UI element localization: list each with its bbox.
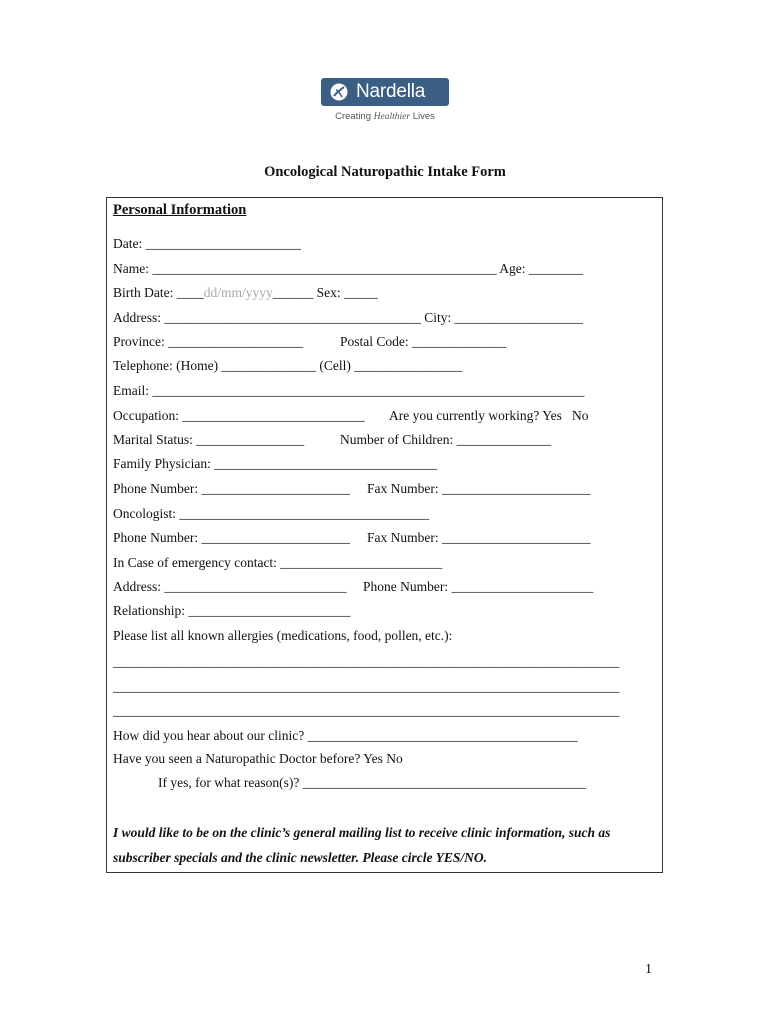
- oncologist-phone-field[interactable]: Phone Number: ______________________: [113, 530, 350, 545]
- province-field[interactable]: Province: ____________________: [113, 334, 304, 349]
- birth-date-placeholder[interactable]: dd/mm/yyyy: [203, 285, 273, 300]
- telephone-field[interactable]: Telephone: (Home) ______________ (Cell) ________________: [113, 358, 463, 373]
- address-city-field[interactable]: Address: ______________________________________ City: ___________________: [113, 310, 583, 325]
- birth-sex-field[interactable]: Birth Date: ____dd/mm/yyyy______ Sex: _____: [113, 285, 378, 300]
- form-title: Oncological Naturopathic Intake Form: [264, 164, 506, 180]
- emergency-phone-field[interactable]: Phone Number: _____________________: [363, 579, 594, 594]
- relationship-field[interactable]: Relationship: ________________________: [113, 603, 351, 618]
- logo-tagline: Creating Healthier Lives: [335, 111, 435, 122]
- reason-field[interactable]: If yes, for what reason(s)? __________________________________________: [158, 775, 587, 790]
- occupation-field[interactable]: Occupation: ___________________________: [113, 408, 365, 423]
- mailing-list-line-1: I would like to be on the clinic’s general mailing list to receive clinic information, such as: [113, 825, 611, 840]
- page-number: 1: [645, 962, 652, 977]
- physician-fax-field[interactable]: Fax Number: ______________________: [367, 481, 591, 496]
- nardella-logo: [321, 78, 449, 106]
- logo-mark-icon: [330, 83, 348, 101]
- seen-naturopath-question[interactable]: Have you seen a Naturopathic Doctor before? Yes No: [113, 751, 403, 766]
- working-question[interactable]: Are you currently working? Yes No: [389, 408, 589, 423]
- emergency-contact-field[interactable]: In Case of emergency contact: ________________________: [113, 555, 443, 570]
- allergies-line-2[interactable]: ___________________________________________________________________________: [113, 679, 620, 694]
- allergies-prompt: Please list all known allergies (medications, food, pollen, etc.):: [113, 628, 453, 643]
- oncologist-field[interactable]: Oncologist: _____________________________________: [113, 506, 430, 521]
- mailing-list-line-2: subscriber specials and the clinic newsletter. Please circle YES/NO.: [113, 850, 487, 865]
- email-field[interactable]: Email: ________________________________________________________________: [113, 383, 585, 398]
- name-age-field[interactable]: Name: ___________________________________________________ Age: ________: [113, 261, 583, 276]
- physician-phone-field[interactable]: Phone Number: ______________________: [113, 481, 350, 496]
- oncologist-fax-field[interactable]: Fax Number: ______________________: [367, 530, 591, 545]
- date-field[interactable]: Date: _______________________: [113, 236, 301, 251]
- section-heading: Personal Information: [113, 202, 247, 218]
- referral-source-field[interactable]: How did you hear about our clinic? ________________________________________: [113, 728, 578, 743]
- allergies-line-3[interactable]: ___________________________________________________________________________: [113, 703, 620, 718]
- emergency-address-field[interactable]: Address: ___________________________: [113, 579, 347, 594]
- family-physician-field[interactable]: Family Physician: _________________________________: [113, 456, 437, 471]
- allergies-line-1[interactable]: ___________________________________________________________________________: [113, 654, 620, 669]
- logo-brand-text: Nardella: [356, 81, 426, 102]
- children-field[interactable]: Number of Children: ______________: [340, 432, 552, 447]
- marital-status-field[interactable]: Marital Status: ________________: [113, 432, 305, 447]
- postal-code-field[interactable]: Postal Code: ______________: [340, 334, 507, 349]
